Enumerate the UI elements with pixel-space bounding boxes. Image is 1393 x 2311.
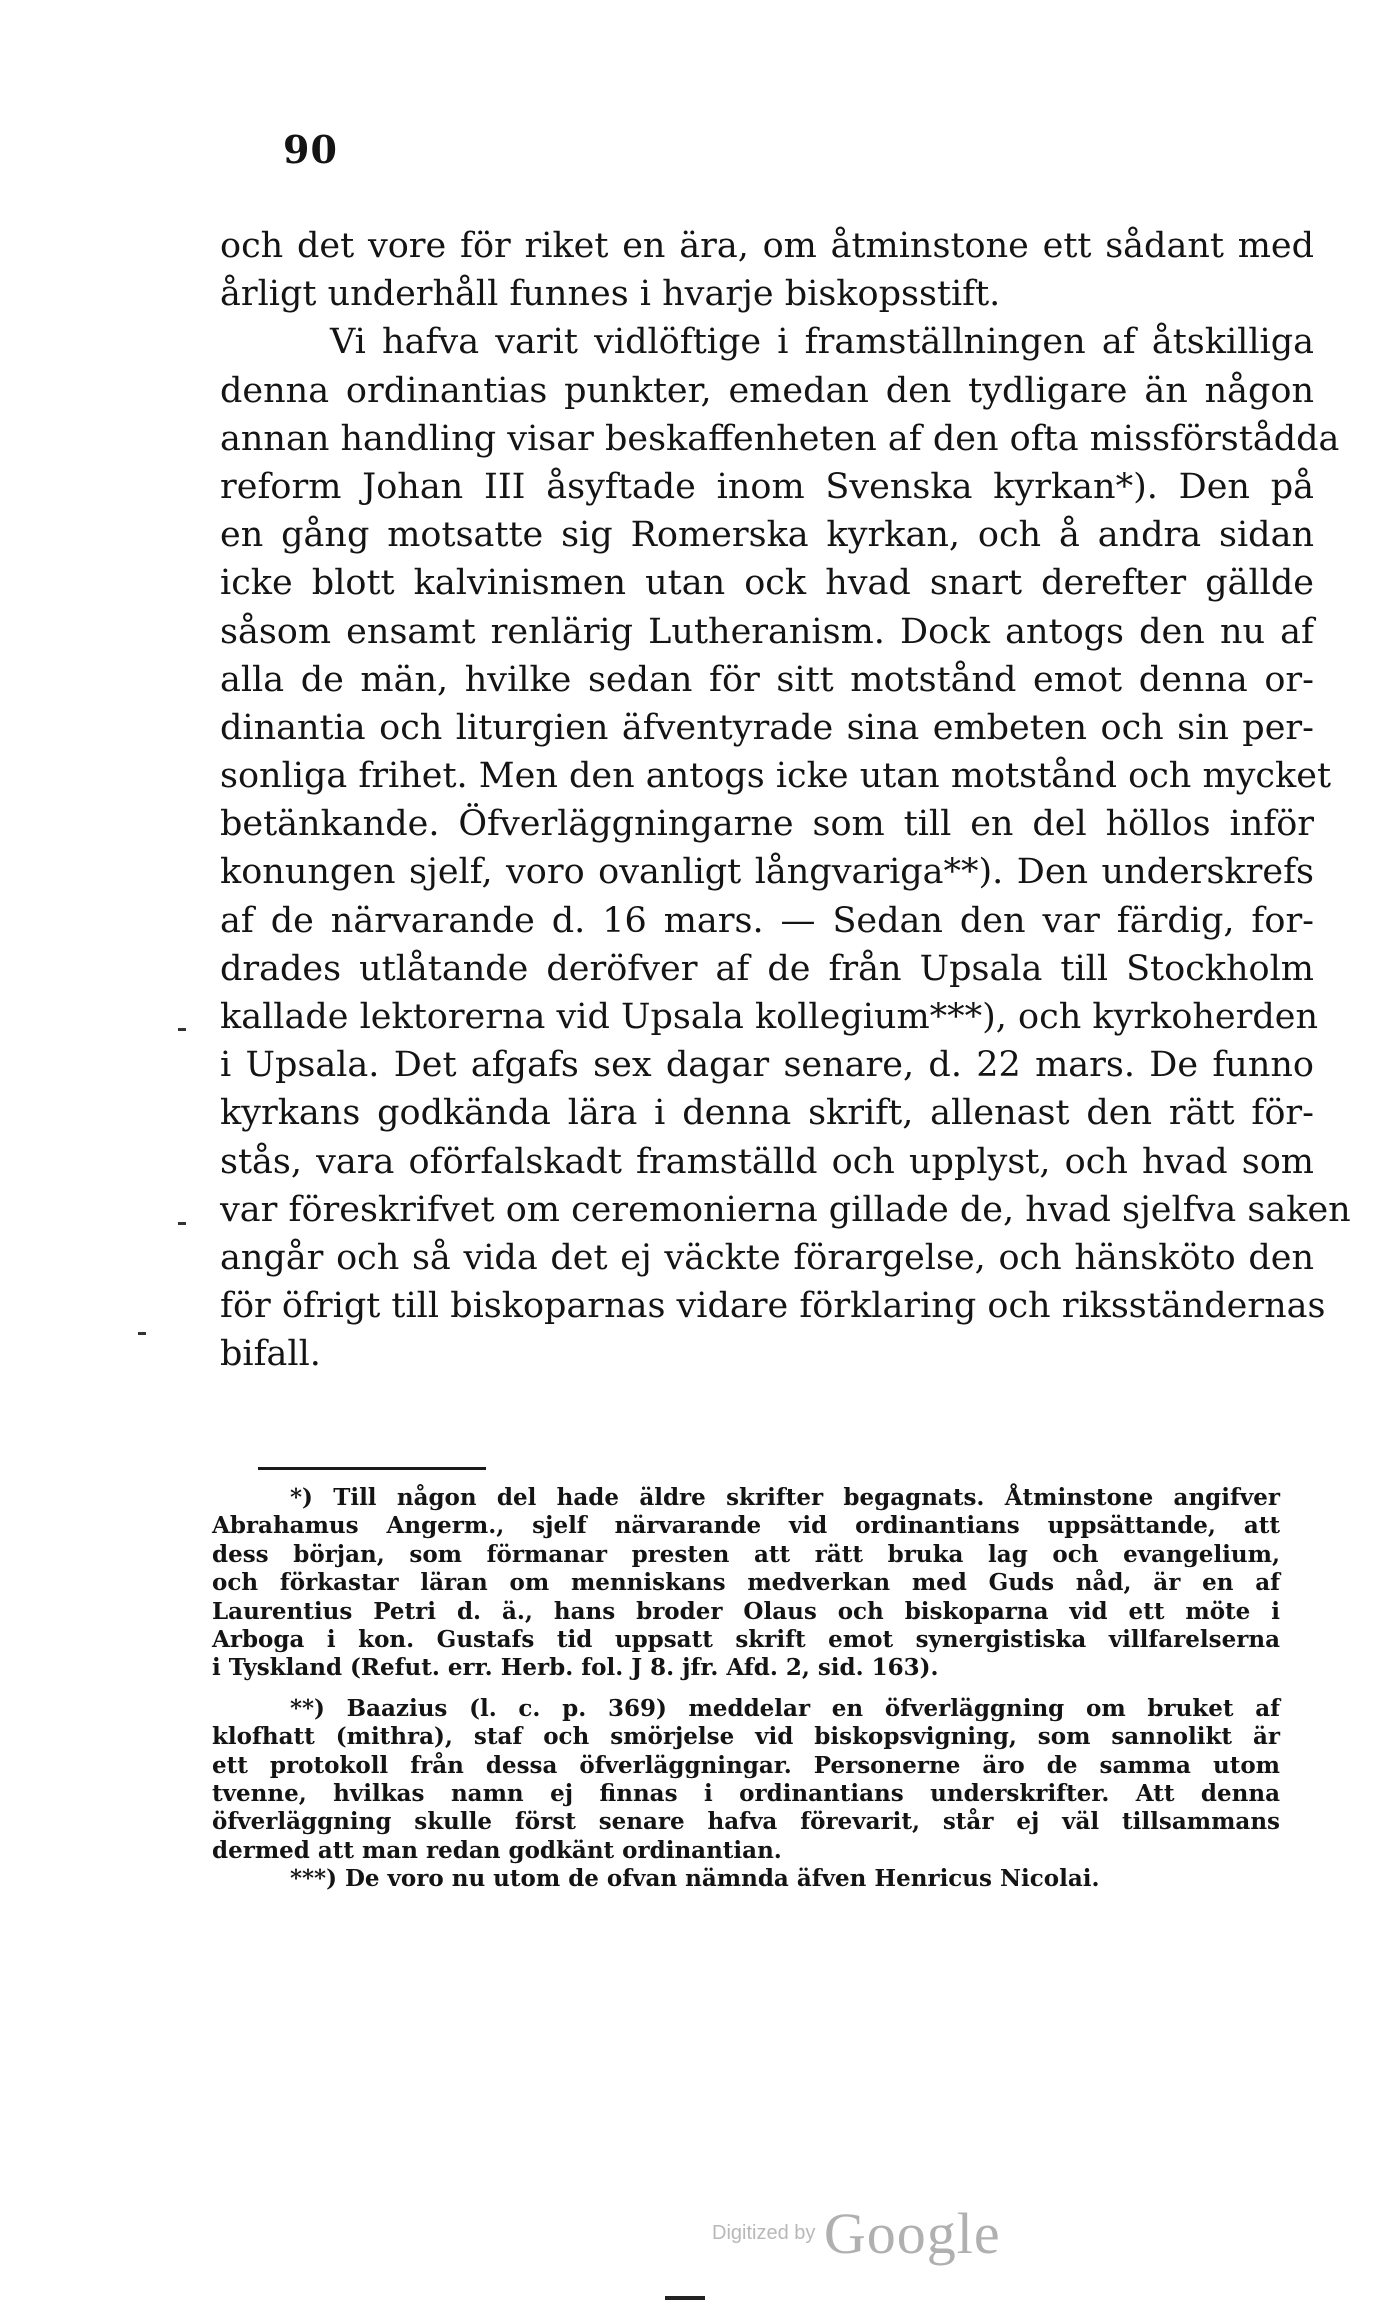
text-line: dinantia och liturgien äfventyrade sina embeten och sin per- [220, 707, 1314, 748]
footnote-line: ***) De voro nu utom de ofvan nämnda äfven Henricus Nicolai. [290, 1865, 1100, 1893]
text-line: angår och så vida det ej väckte förargelse, och hänsköto den [220, 1237, 1314, 1278]
footnote-line: och förkastar läran om menniskans medverkan med Guds nåd, är en af [212, 1569, 1280, 1597]
footnote-line: *) Till någon del hade äldre skrifter begagnats. Åtminstone angifver [290, 1484, 1280, 1511]
text-line: årligt underhåll funnes i hvarje biskopsstift. [220, 274, 1001, 315]
footnote-1 [212, 1484, 1280, 1683]
text-line: var föreskrifvet om ceremonierna gillade de, hvad sjelfva saken [220, 1189, 1351, 1230]
text-line: af de närvarande d. 16 mars. — Sedan den var färdig, for- [220, 900, 1314, 941]
footnote-line: dermed att man redan godkänt ordinantian. [212, 1836, 782, 1864]
main-text [220, 222, 1351, 1379]
text-line: bifall. [220, 1334, 321, 1375]
text-line: kallade lektorerna vid Upsala kollegium***), och kyrkoherden [220, 997, 1319, 1037]
footnote-line: ett protokoll från dessa öfverläggningar. Personerne äro de samma utom [212, 1751, 1280, 1779]
footnote-rule [258, 1467, 486, 1470]
watermark-prefix: Digitized by [712, 2222, 816, 2244]
margin-mark [138, 1332, 146, 1335]
text-line: sonliga frihet. Men den antogs icke utan motstånd och mycket [220, 756, 1332, 797]
footnote-line: Laurentius Petri d. ä., hans broder Olaus och biskoparna vid ett möte i [212, 1597, 1280, 1625]
footnote-line: tvenne, hvilkas namn ej finnas i ordinantians underskrifter. Att denna [212, 1779, 1280, 1807]
text-line: denna ordinantias punkter, emedan den tydligare än någon [220, 370, 1314, 411]
text-line: stås, vara oförfalskadt framställd och upplyst, och hvad som [220, 1141, 1314, 1182]
footnote-line: Abrahamus Angerm., sjelf närvarande vid ordinantians uppsättande, att [212, 1512, 1280, 1540]
text-line: icke blott kalvinismen utan ock hvad snart derefter gällde [220, 563, 1314, 604]
footnote-3 [212, 1865, 1280, 1893]
footnote-line: Arboga i kon. Gustafs tid uppsatt skrift emot synergistiska villfarelserna [212, 1625, 1280, 1653]
text-line: drades utlåtande deröfver af de från Upsala till Stockholm [220, 948, 1314, 989]
footnote-line: **) Baazius (l. c. p. 369) meddelar en öfverläggning om bruket af [290, 1694, 1280, 1722]
margin-mark [178, 1028, 186, 1031]
text-line: betänkande. Öfverläggningarne som till en del höllos inför [220, 804, 1314, 845]
page-number: 90 [283, 127, 338, 172]
text-line: reform Johan III åsyftade inom Svenska kyrkan*). Den på [220, 466, 1314, 507]
footnote-line: klofhatt (mithra), staf och smörjelse vid biskopsvigning, som sannolikt är [212, 1723, 1280, 1751]
footnote-line: dess början, som förmanar presten att rätt bruka lag och evangelium, [212, 1540, 1280, 1568]
text-line: alla de män, hvilke sedan för sitt motstånd emot denna or- [220, 659, 1314, 700]
page-edge-mark [665, 2296, 705, 2300]
digitized-by-google-watermark [712, 2200, 1001, 2267]
text-line: såsom ensamt renlärig Lutheranism. Dock antogs den nu af [220, 611, 1314, 652]
footnote-2 [212, 1695, 1280, 1865]
footnote-line: i Tyskland (Refut. err. Herb. fol. J 8. jfr. Afd. 2, sid. 163). [212, 1654, 939, 1682]
text-line: för öfrigt till biskoparnas vidare förklaring och riksständernas [220, 1286, 1326, 1327]
text-line: en gång motsatte sig Romerska kyrkan, och å andra sidan [220, 515, 1314, 556]
text-line: kyrkans godkända lära i denna skrift, allenast den rätt för- [220, 1093, 1314, 1134]
footnotes [212, 1484, 1280, 1893]
text-line: och det vore för riket en ära, om åtminstone ett sådant med [220, 226, 1314, 266]
margin-mark [178, 1222, 186, 1225]
text-line: Vi hafva varit vidlöftige i framställningen af åtskilliga [330, 322, 1314, 363]
footnote-line: öfverläggning skulle först senare hafva förevarit, står ej väl tillsammans [212, 1808, 1280, 1836]
text-line: i Upsala. Det afgafs sex dagar senare, d. 22 mars. De funno [220, 1045, 1314, 1086]
google-logo: Google [823, 2201, 1001, 2266]
text-line: konungen sjelf, voro ovanligt långvariga**). Den underskrefs [220, 852, 1314, 893]
text-line: annan handling visar beskaffenheten af den ofta missförstådda [220, 418, 1340, 459]
